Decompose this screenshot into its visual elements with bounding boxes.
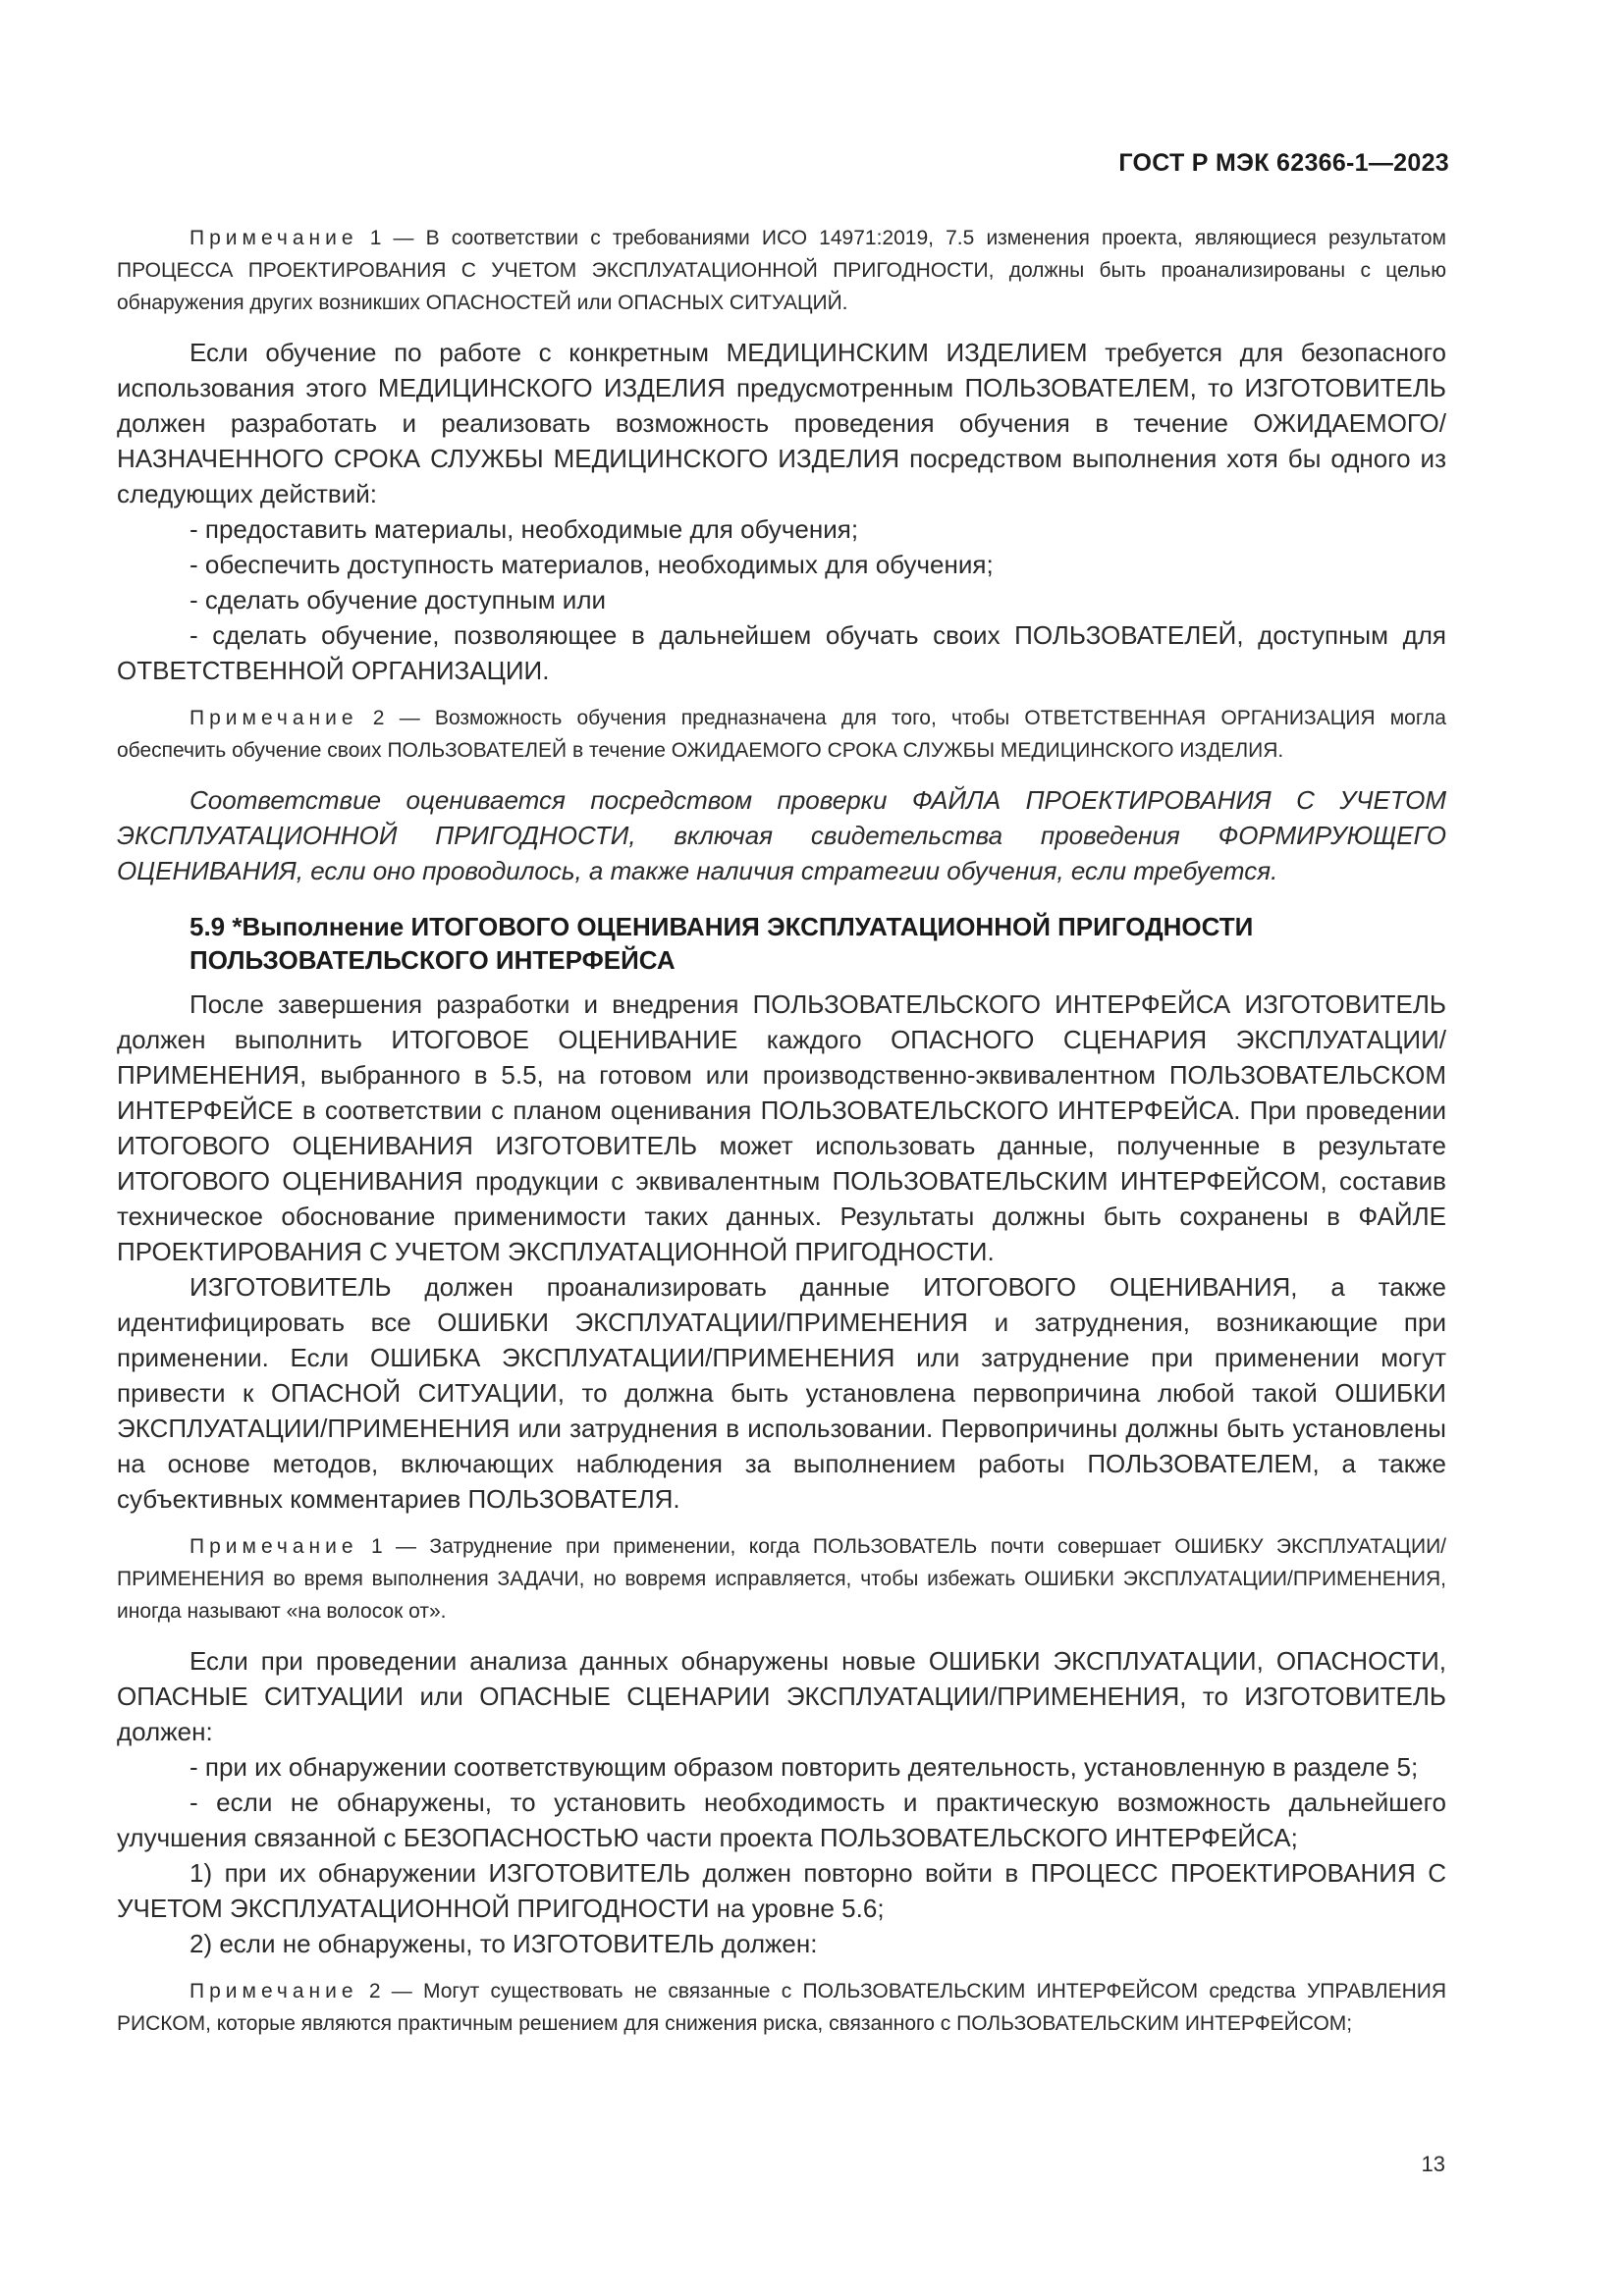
section-heading: 5.9 *Выполнение ИТОГОВОГО ОЦЕНИВАНИЯ ЭКСПЛУАТАЦИОННОЙ ПРИГОДНОСТИ ПОЛЬЗОВАТЕЛЬСКОГО ИНТЕРФЕЙСА <box>189 912 1254 975</box>
note-text: 1 — Затруднение при применении, когда ПОЛЬЗОВАТЕЛЬ почти совершает ОШИБКУ ЭКСПЛУАТАЦИИ/ПРИМЕНЕНИЯ во время выполнения ЗАДАЧИ, но вовремя исправляется, чтобы избежать ОШИБКИ ЭКСПЛУАТАЦИИ/ПРИМЕНЕНИЯ, иногда называют «на волосок от». <box>117 1535 1446 1623</box>
page-content <box>117 222 1446 2056</box>
note-label: Примечание <box>189 1980 358 2002</box>
paragraph-summative: После завершения разработки и внедрения ПОЛЬЗОВАТЕЛЬСКОГО ИНТЕРФЕЙСА ИЗГОТОВИТЕЛЬ должен выполнить ИТОГОВОЕ ОЦЕНИВАНИЕ каждого ОПАСНОГО СЦЕНАРИЯ ЭКСПЛУАТАЦИИ/ПРИМЕНЕНИЯ, выбранного в 5.5, на готовом или производственно-эквивалентном ПОЛЬЗОВАТЕЛЬСКОМ ИНТЕРФЕЙСЕ в соответствии с планом оценивания ПОЛЬЗОВАТЕЛЬСКОГО ИНТЕРФЕЙСА. При проведении ИТОГОВОГО ОЦЕНИВАНИЯ ИЗГОТОВИТЕЛЬ может использовать данные, полученные в результате ИТОГОВОГО ОЦЕНИВАНИЯ продукции с эквивалентным ПОЛЬЗОВАТЕЛЬСКИМ ИНТЕРФЕЙСОМ, составив техническое обоснование применимости таких данных. Результаты должны быть сохранены в ФАЙЛЕ ПРОЕКТИРОВАНИЯ С УЧЕТОМ ЭКСПЛУАТАЦИОННОЙ ПРИГОДНОСТИ. <box>117 989 1446 1266</box>
list-item: - при их обнаружении соответствующим образом повторить деятельность, установленную в разделе 5; <box>189 1752 1419 1782</box>
note-label: Примечание <box>189 1535 358 1558</box>
list-item: - обеспечить доступность материалов, необходимых для обучения; <box>189 550 994 579</box>
list-item: - сделать обучение, позволяющее в дальнейшем обучать своих ПОЛЬЗОВАТЕЛЕЙ, доступным для ОТВЕТСТВЕННОЙ ОРГАНИЗАЦИИ. <box>117 620 1446 685</box>
list-item: - сделать обучение доступным или <box>189 585 607 614</box>
paragraph-new-errors: Если при проведении анализа данных обнаружены новые ОШИБКИ ЭКСПЛУАТАЦИИ, ОПАСНОСТИ, ОПАСНЫЕ СИТУАЦИИ или ОПАСНЫЕ СЦЕНАРИИ ЭКСПЛУАТАЦИИ/ПРИМЕНЕНИЯ, то ИЗГОТОВИТЕЛЬ должен: <box>117 1646 1446 1746</box>
note-text: 2 — Возможность обучения предназначена для того, чтобы ОТВЕТСТВЕННАЯ ОРГАНИЗАЦИЯ могла обеспечить обучение своих ПОЛЬЗОВАТЕЛЕЙ в течение ОЖИДАЕМОГО СРОКА СЛУЖБЫ МЕДИЦИНСКОГО ИЗДЕЛИЯ. <box>117 707 1446 762</box>
list-item: - если не обнаружены, то установить необходимость и практическую возможность дальнейшего улучшения связанной с БЕЗОПАСНОСТЬЮ части проекта ПОЛЬЗОВАТЕЛЬСКОГО ИНТЕРФЕЙСА; <box>117 1788 1446 1852</box>
list-item: 2) если не обнаружены, то ИЗГОТОВИТЕЛЬ должен: <box>189 1929 818 1958</box>
note-1 <box>117 222 1446 319</box>
note-text: 1 — В соответствии с требованиями ИСО 14971:2019, 7.5 изменения проекта, являющиеся результатом ПРОЦЕССА ПРОЕКТИРОВАНИЯ С УЧЕТОМ ЭКСПЛУАТАЦИОННОЙ ПРИГОДНОСТИ, должны быть проанализированы с целью обнаружения других возникших ОПАСНОСТЕЙ или ОПАСНЫХ СИТУАЦИЙ. <box>117 227 1446 314</box>
paragraph-analysis: ИЗГОТОВИТЕЛЬ должен проанализировать данные ИТОГОВОГО ОЦЕНИВАНИЯ, а также идентифицировать все ОШИБКИ ЭКСПЛУАТАЦИИ/ПРИМЕНЕНИЯ и затруднения, возникающие при применении. Если ОШИБКА ЭКСПЛУАТАЦИИ/ПРИМЕНЕНИЯ или затруднение при применении могут привести к ОПАСНОЙ СИТУАЦИИ, то должна быть установлена первопричина любой такой ОШИБКИ ЭКСПЛУАТАЦИИ/ПРИМЕНЕНИЯ или затруднения в использовании. Первопричины должны быть установлены на основе методов, включающих наблюдения за выполнением работы ПОЛЬЗОВАТЕЛЕМ, а также субъективных комментариев ПОЛЬЗОВАТЕЛЯ. <box>117 1272 1446 1514</box>
list-item: - предоставить материалы, необходимые для обучения; <box>189 514 859 544</box>
paragraph-training: Если обучение по работе с конкретным МЕДИЦИНСКИМ ИЗДЕЛИЕМ требуется для безопасного использования этого МЕДИЦИНСКОГО ИЗДЕЛИЯ предусмотренным ПОЛЬЗОВАТЕЛЕМ, то ИЗГОТОВИТЕЛЬ должен разработать и реализовать возможность проведения обучения в течение ОЖИДАЕМОГО/НАЗНАЧЕННОГО СРОКА СЛУЖБЫ МЕДИЦИНСКОГО ИЗДЕЛИЯ посредством выполнения хотя бы одного из следующих действий: <box>117 338 1446 508</box>
note-text: 2 — Могут существовать не связанные с ПОЛЬЗОВАТЕЛЬСКИМ ИНТЕРФЕЙСОМ средства УПРАВЛЕНИЯ РИСКОМ, которые являются практичным решением для снижения риска, связанного с ПОЛЬЗОВАТЕЛЬСКИМ ИНТЕРФЕЙСОМ; <box>117 1980 1446 2035</box>
note-label: Примечание <box>189 707 358 729</box>
page-number: 13 <box>1421 2152 1445 2176</box>
note-4 <box>117 1975 1446 2040</box>
note-2 <box>117 702 1446 767</box>
note-label: Примечание <box>189 227 358 249</box>
note-3 <box>117 1530 1446 1628</box>
standard-header: ГОСТ Р МЭК 62366-1—2023 <box>1118 149 1449 177</box>
list-item: 1) при их обнаружении ИЗГОТОВИТЕЛЬ должен повторно войти в ПРОЦЕСС ПРОЕКТИРОВАНИЯ С УЧЕТОМ ЭКСПЛУАТАЦИОННОЙ ПРИГОДНОСТИ на уровне 5.6; <box>117 1858 1446 1923</box>
compliance-statement: Соответствие оценивается посредством проверки ФАЙЛА ПРОЕКТИРОВАНИЯ С УЧЕТОМ ЭКСПЛУАТАЦИОННОЙ ПРИГОДНОСТИ, включая свидетельства проведения ФОРМИРУЮЩЕГО ОЦЕНИВАНИЯ, если оно проводилось, а также наличия стратегии обучения, если требуется. <box>117 785 1446 885</box>
